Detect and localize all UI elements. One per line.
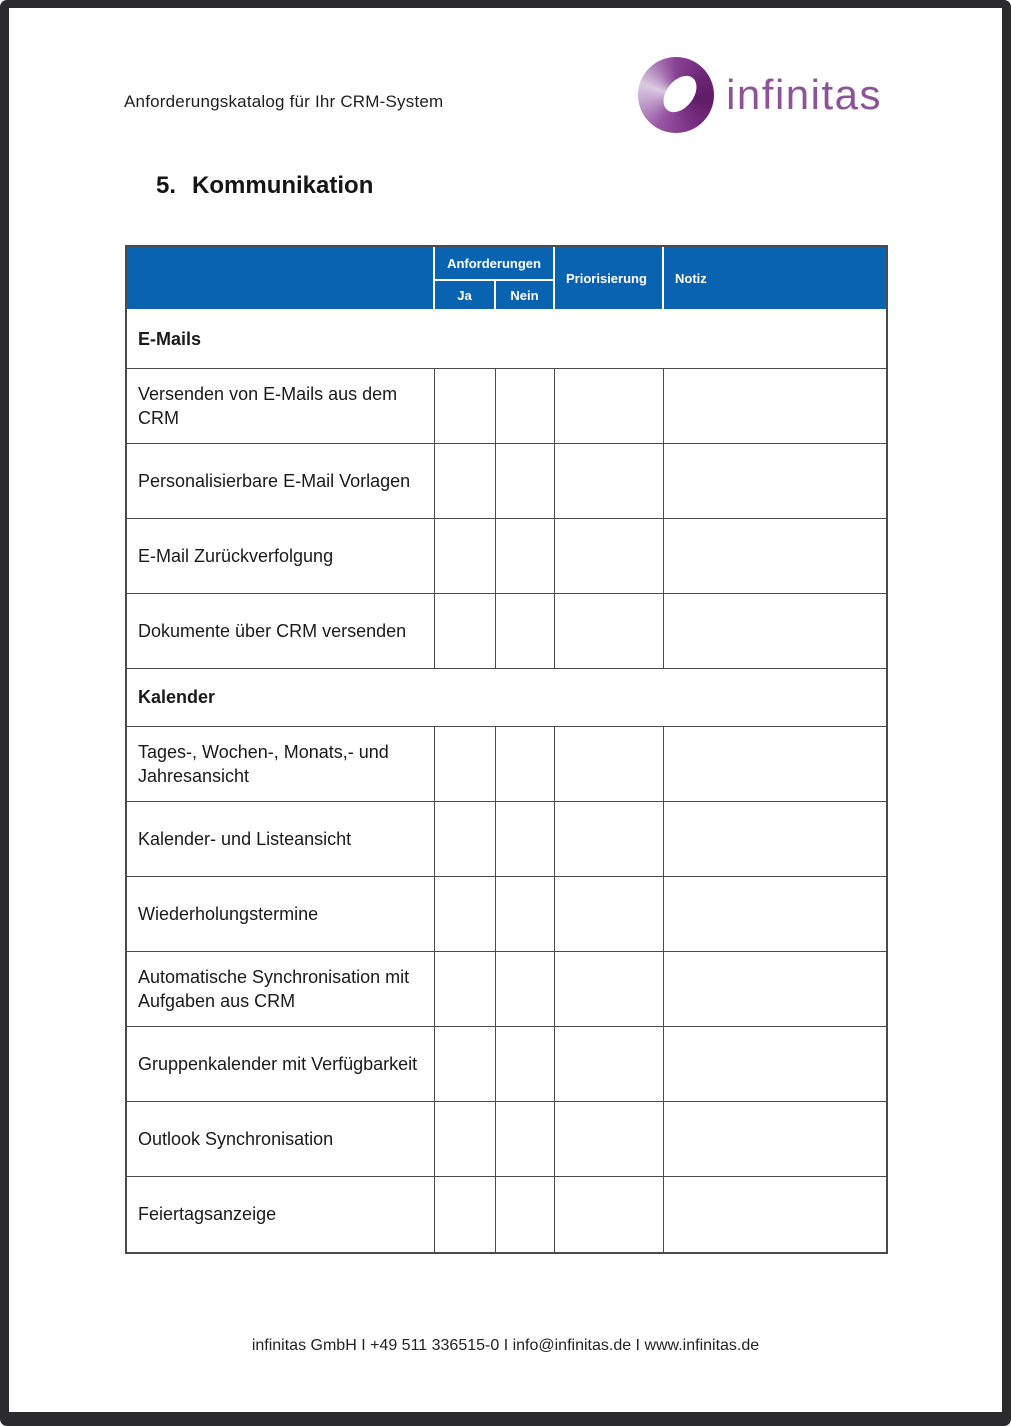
document-header-title: Anforderungskatalog für Ihr CRM-System: [124, 92, 444, 111]
column-header-priorisierung: Priorisierung: [555, 247, 664, 311]
requirement-label: Wiederholungstermine: [127, 877, 435, 952]
table-row: [127, 952, 886, 1027]
priorisierung-cell: [555, 369, 664, 444]
table-row: [127, 444, 886, 519]
nein-cell: [496, 519, 555, 594]
ja-cell: [435, 952, 496, 1027]
requirement-label: Gruppenkalender mit Verfügbarkeit: [127, 1027, 435, 1102]
priorisierung-cell: [555, 519, 664, 594]
table-body: [127, 311, 886, 1252]
table-row: [127, 1102, 886, 1177]
table-row: [127, 1027, 886, 1102]
nein-cell: [496, 369, 555, 444]
ja-cell: [435, 594, 496, 669]
priorisierung-cell: [555, 802, 664, 877]
notiz-cell: [664, 727, 886, 802]
priorisierung-cell: [555, 1027, 664, 1102]
footer-contact-line: infinitas GmbH I +49 511 336515-0 I info@infinitas.de I www.infinitas.de: [251, 1337, 760, 1354]
nein-cell: [496, 1102, 555, 1177]
ja-cell: [435, 444, 496, 519]
priorisierung-cell: [555, 1102, 664, 1177]
notiz-cell: [664, 877, 886, 952]
table-row: [127, 519, 886, 594]
ja-cell: [435, 1027, 496, 1102]
nein-cell: [496, 594, 555, 669]
nein-cell: [496, 802, 555, 877]
notiz-cell: [664, 1102, 886, 1177]
requirement-label: Automatische Synchronisation mit Aufgaben aus CRM: [127, 952, 435, 1027]
document-page: [9, 8, 1002, 1412]
notiz-cell: [664, 952, 886, 1027]
notiz-cell: [664, 594, 886, 669]
table-row: [127, 802, 886, 877]
nein-cell: [496, 1177, 555, 1252]
priorisierung-cell: [555, 594, 664, 669]
nein-cell: [496, 877, 555, 952]
infinitas-logo-text: infinitas: [726, 71, 882, 118]
table-row: [127, 369, 886, 444]
ja-cell: [435, 727, 496, 802]
requirement-label: Personalisierbare E-Mail Vorlagen: [127, 444, 435, 519]
section-title-cell: Kalender: [127, 669, 886, 727]
requirement-label: Kalender- und Listeansicht: [127, 802, 435, 877]
table-row: [127, 877, 886, 952]
ja-cell: [435, 1177, 496, 1252]
requirement-label: Outlook Synchronisation: [127, 1102, 435, 1177]
ja-cell: [435, 519, 496, 594]
table-row: [127, 1177, 886, 1252]
requirement-label: Feiertagsanzeige: [127, 1177, 435, 1252]
column-header-ja: Ja: [435, 281, 496, 311]
ja-cell: [435, 369, 496, 444]
section-heading: [156, 172, 373, 200]
priorisierung-cell: [555, 952, 664, 1027]
column-header-notiz: Notiz: [664, 247, 886, 311]
ja-cell: [435, 802, 496, 877]
ja-cell: [435, 877, 496, 952]
section-row: [127, 669, 886, 727]
notiz-cell: [664, 802, 886, 877]
section-title: Kommunikation: [192, 172, 374, 199]
requirement-label: E-Mail Zurückverfolgung: [127, 519, 435, 594]
table-row: [127, 727, 886, 802]
requirement-label: Dokumente über CRM versenden: [127, 594, 435, 669]
nein-cell: [496, 444, 555, 519]
nein-cell: [496, 1027, 555, 1102]
priorisierung-cell: [555, 444, 664, 519]
notiz-cell: [664, 1177, 886, 1252]
requirement-label: Tages-, Wochen-, Monats,- und Jahresansicht: [127, 727, 435, 802]
section-title-cell: E-Mails: [127, 311, 886, 369]
ja-cell: [435, 1102, 496, 1177]
notiz-cell: [664, 369, 886, 444]
infinitas-swirl-ring-icon: [638, 57, 714, 133]
requirement-label: Versenden von E-Mails aus dem CRM: [127, 369, 435, 444]
nein-cell: [496, 952, 555, 1027]
notiz-cell: [664, 1027, 886, 1102]
nein-cell: [496, 727, 555, 802]
section-row: [127, 311, 886, 369]
priorisierung-cell: [555, 727, 664, 802]
table-row: [127, 594, 886, 669]
priorisierung-cell: [555, 1177, 664, 1252]
column-header-blank: [127, 247, 435, 311]
column-header-nein: Nein: [496, 281, 555, 311]
notiz-cell: [664, 444, 886, 519]
priorisierung-cell: [555, 877, 664, 952]
column-header-anforderungen: Anforderungen: [435, 247, 555, 281]
section-number: 5.: [156, 172, 177, 199]
notiz-cell: [664, 519, 886, 594]
requirements-table: [125, 245, 888, 1254]
infinitas-logo: [638, 56, 882, 134]
